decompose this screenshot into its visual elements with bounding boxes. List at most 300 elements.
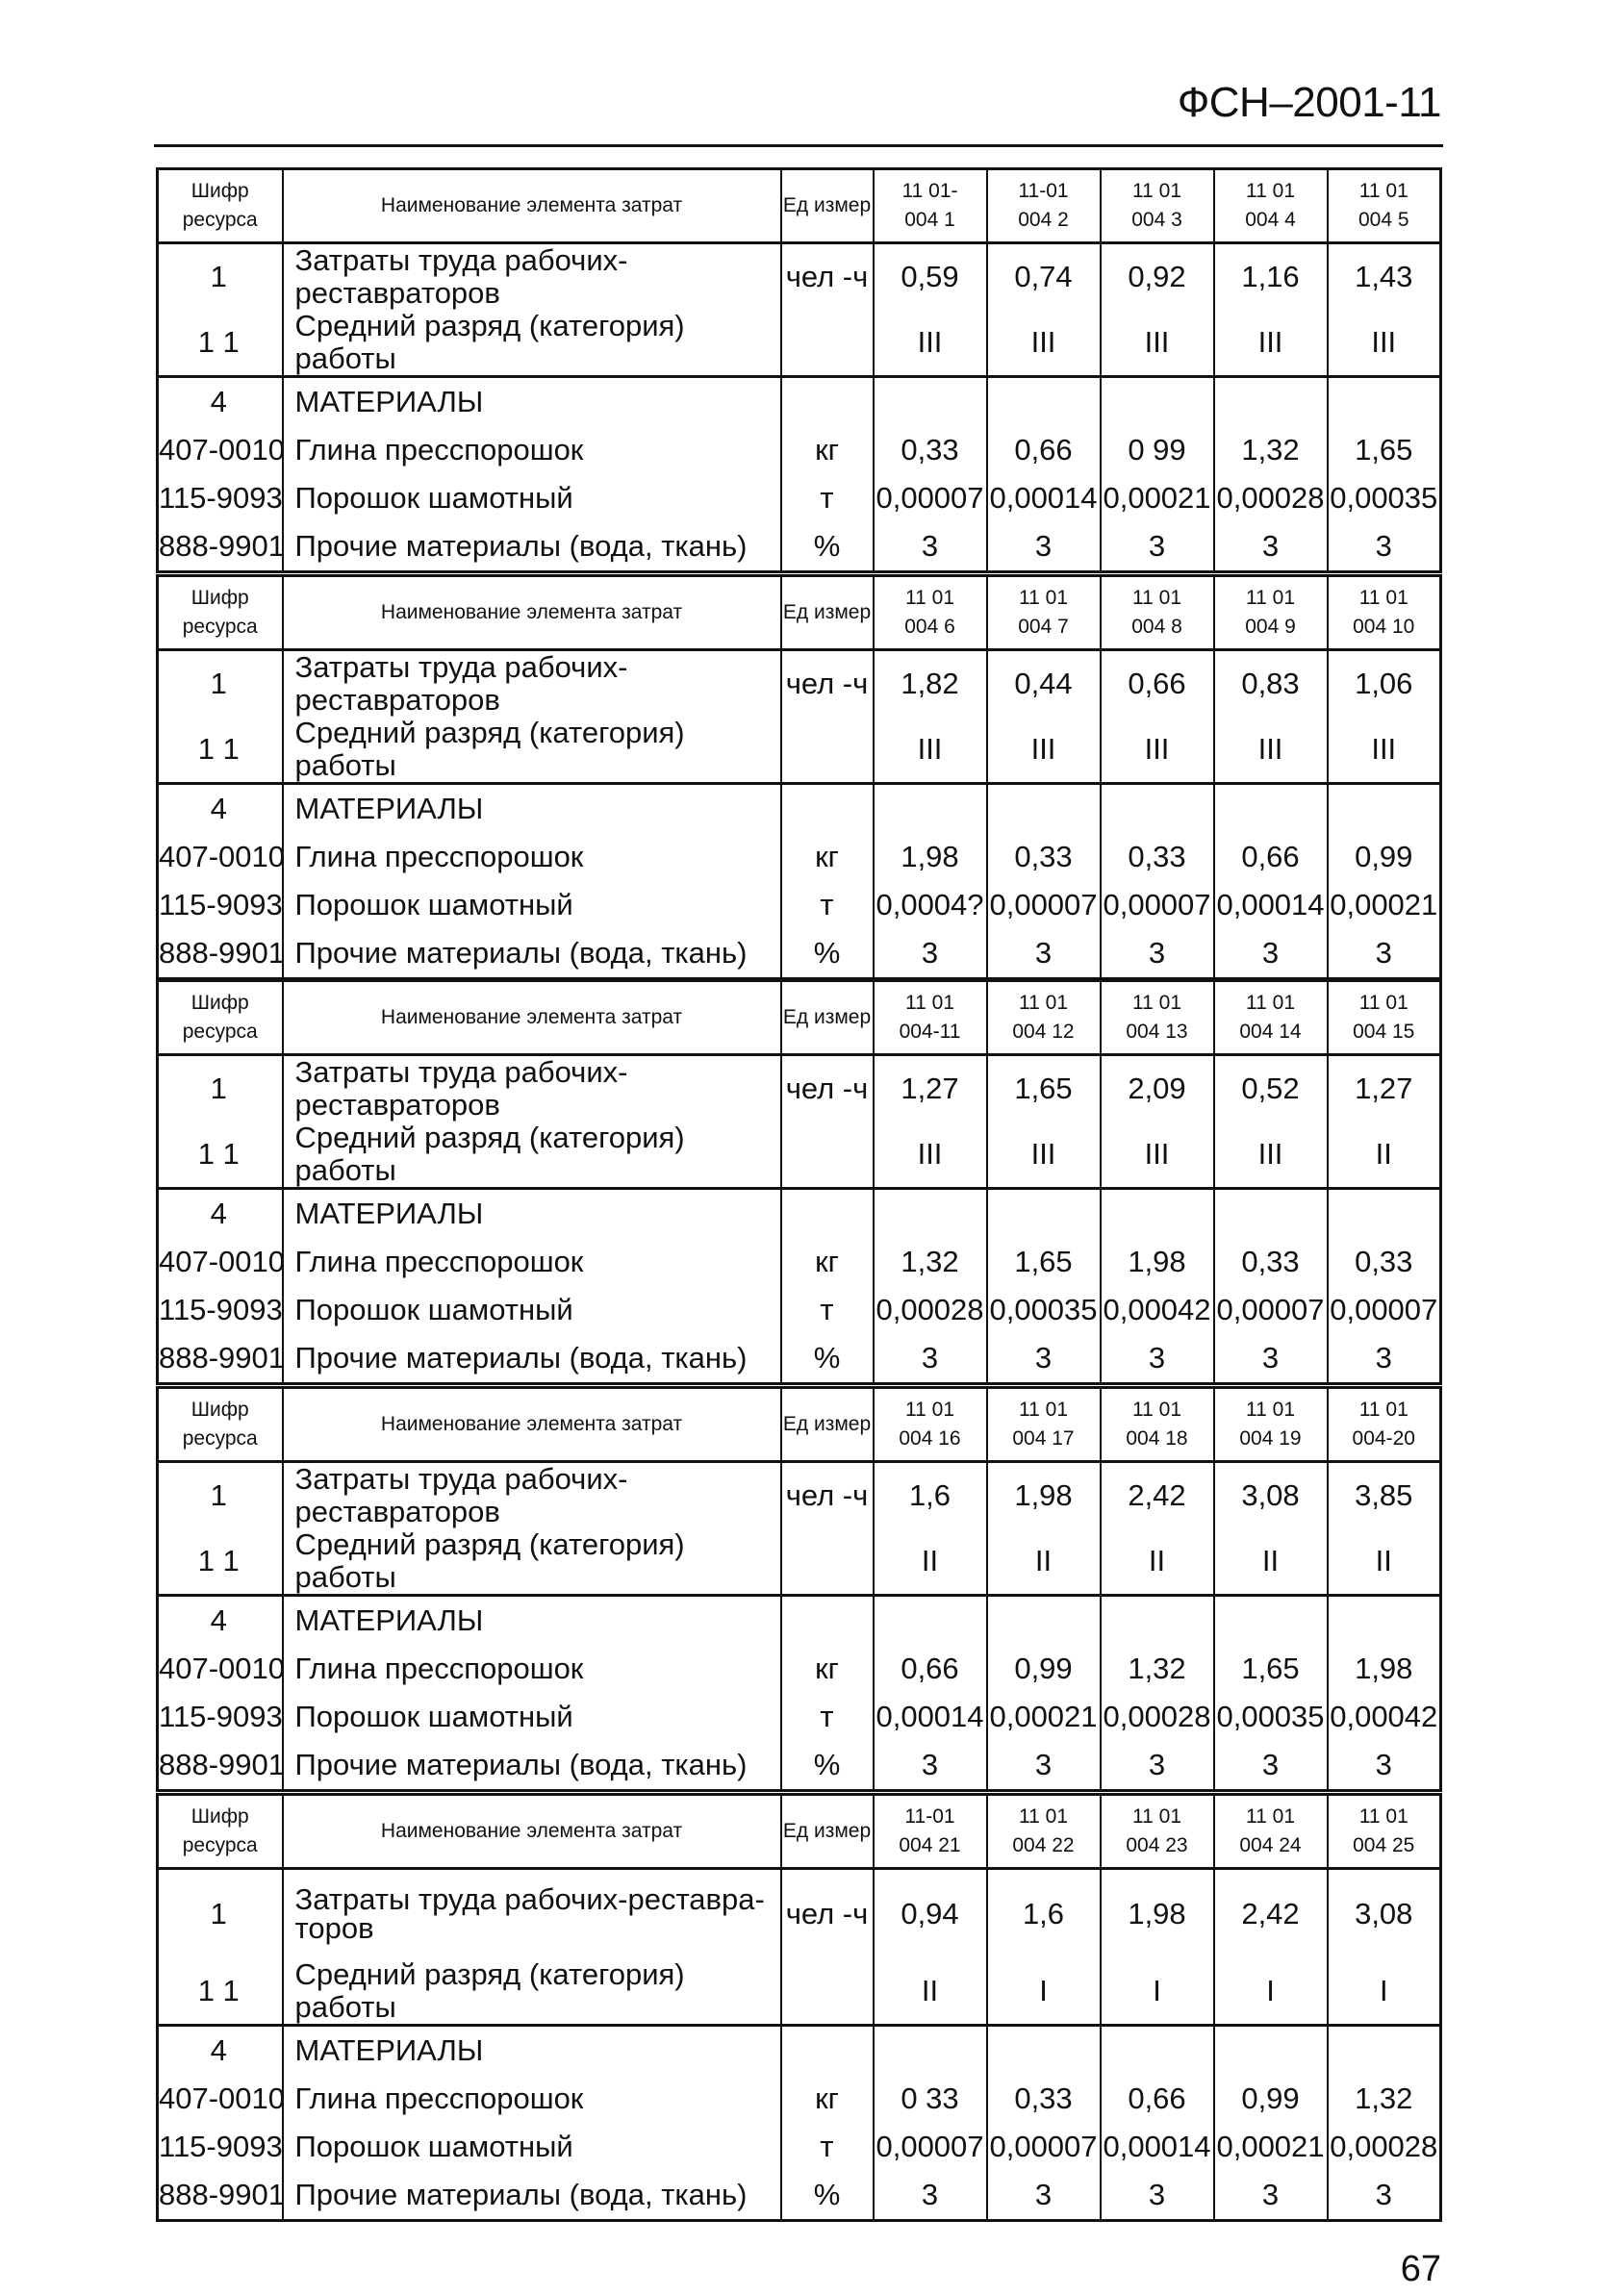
unit: % [781, 2171, 874, 2221]
resource-code: 1 1 [158, 1528, 283, 1596]
norm-value: III [1101, 1122, 1214, 1189]
norm-value: 3 [1214, 1741, 1328, 1791]
resource-code: 1 [158, 1055, 283, 1123]
resource-code: 407-0010 [158, 1645, 283, 1693]
norm-value: 0,00042 [1101, 1286, 1214, 1334]
norm-value: I [1328, 1958, 1441, 2026]
cost-element-name: Глина пресспорошок [283, 1238, 781, 1286]
cost-element-name: Затраты труда рабочих-реставраторов [283, 1462, 781, 1529]
norm-value: III [1328, 310, 1441, 377]
col-header-norm-code: 11 01 004 4 [1214, 169, 1328, 243]
cost-element-name: Средний разряд (категория) работы [283, 310, 781, 377]
norm-value: 0,00007 [1101, 881, 1214, 929]
norm-value: 0,00007 [1328, 1286, 1441, 1334]
norm-value: 1,82 [874, 650, 987, 718]
cost-element-name: Средний разряд (категория) работы [283, 1528, 781, 1596]
col-header-norm-code: 11 01 004 8 [1101, 576, 1214, 650]
col-header-code: Шифр ресурса [158, 981, 283, 1055]
norm-value: 0,00007 [874, 474, 987, 522]
table-row-materials [158, 784, 1441, 834]
table-row-powder [158, 881, 1441, 929]
norm-value: 0,00042 [1328, 1693, 1441, 1741]
norm-value: 1,98 [987, 1462, 1101, 1529]
unit: т [781, 2123, 874, 2171]
cost-element-name: Средний разряд (категория) работы [283, 1122, 781, 1189]
norm-value: 0,99 [987, 1645, 1101, 1693]
norm-value: 3 [1328, 929, 1441, 979]
norm-value: 0,66 [874, 1645, 987, 1693]
col-header-norm-code: 11 01 004 17 [987, 1388, 1101, 1462]
norm-value: 1,27 [874, 1055, 987, 1123]
norm-value: 1,98 [874, 833, 987, 881]
norm-value: 3 [1101, 1741, 1214, 1791]
cost-element-name: Прочие материалы (вода, ткань) [283, 1741, 781, 1791]
norm-value: 0,59 [874, 243, 987, 311]
norm-value [1101, 784, 1214, 834]
col-header-norm-code: 11 01 004 10 [1328, 576, 1441, 650]
norm-value: 3 [987, 2171, 1101, 2221]
unit [781, 784, 874, 834]
unit: т [781, 1693, 874, 1741]
table-row-materials [158, 1189, 1441, 1239]
table-row-powder [158, 474, 1441, 522]
norm-value: II [1328, 1122, 1441, 1189]
norm-value: 3 [987, 1334, 1101, 1384]
norm-value: 3 [1101, 929, 1214, 979]
col-header-norm-code: 11 01 004 18 [1101, 1388, 1214, 1462]
table-row-clay [158, 1645, 1441, 1693]
norm-value: 3 [874, 1334, 987, 1384]
norm-value: 1,6 [874, 1462, 987, 1529]
unit: % [781, 929, 874, 979]
norm-value: 1,6 [987, 1869, 1101, 1959]
cost-element-name: МАТЕРИАЛЫ [283, 2026, 781, 2076]
norm-value: 0,00007 [987, 881, 1101, 929]
cost-element-name: Средний разряд (категория) работы [283, 717, 781, 784]
norm-value: 0,00021 [1101, 474, 1214, 522]
unit: чел -ч [781, 1869, 874, 1959]
norm-value: 2,09 [1101, 1055, 1214, 1123]
cost-element-name: Прочие материалы (вода, ткань) [283, 1334, 781, 1384]
norm-value: 1,65 [987, 1055, 1101, 1123]
norm-value: III [1101, 717, 1214, 784]
norm-value: 3,85 [1328, 1462, 1441, 1529]
resource-table [156, 574, 1442, 980]
cost-element-name: Порошок шамотный [283, 881, 781, 929]
col-header-norm-code: 11 01 004 24 [1214, 1795, 1328, 1869]
norm-value: 0,00035 [987, 1286, 1101, 1334]
table-row-powder [158, 1286, 1441, 1334]
table-row-clay [158, 1238, 1441, 1286]
norm-value: 0,66 [987, 426, 1101, 474]
norm-value [1214, 377, 1328, 427]
norm-value: 1,32 [1101, 1645, 1214, 1693]
col-header-norm-code: 11 01 004 9 [1214, 576, 1328, 650]
resource-code: 888-9901 [158, 522, 283, 572]
norm-value: 3 [1214, 522, 1328, 572]
norm-value [1101, 1189, 1214, 1239]
document-code: ФСН–2001-11 [1177, 79, 1441, 126]
cost-element-name: Затраты труда рабочих-реставраторов [283, 1055, 781, 1123]
norm-value: 3 [1328, 1334, 1441, 1384]
norm-value: II [987, 1528, 1101, 1596]
norm-value [987, 1596, 1101, 1646]
norm-value: II [1101, 1528, 1214, 1596]
cost-element-name: Порошок шамотный [283, 474, 781, 522]
col-header-norm-code: 11 01 004 15 [1328, 981, 1441, 1055]
norm-value: 0,33 [1214, 1238, 1328, 1286]
unit: % [781, 522, 874, 572]
cost-element-name: Прочие материалы (вода, ткань) [283, 522, 781, 572]
cost-element-name: Глина пресспорошок [283, 426, 781, 474]
col-header-unit: Ед измер [781, 576, 874, 650]
norm-value: 0,00028 [1214, 474, 1328, 522]
unit [781, 377, 874, 427]
unit: т [781, 474, 874, 522]
norm-value: 3 [987, 929, 1101, 979]
norm-value: III [1214, 1122, 1328, 1189]
cost-element-name: Порошок шамотный [283, 1286, 781, 1334]
resource-code: 4 [158, 2026, 283, 2076]
norm-value: 0,99 [1328, 833, 1441, 881]
norm-value: 0,99 [1214, 2075, 1328, 2123]
norm-value: 0,33 [874, 426, 987, 474]
unit: чел -ч [781, 650, 874, 718]
norm-value: 0,00028 [1328, 2123, 1441, 2171]
table-header-row [158, 576, 1441, 650]
norm-value: 1,98 [1101, 1869, 1214, 1959]
col-header-unit: Ед измер [781, 1795, 874, 1869]
table-row-labor [158, 1055, 1441, 1123]
norm-value: 3 [874, 2171, 987, 2221]
table-row-clay [158, 426, 1441, 474]
norm-value: 0,74 [987, 243, 1101, 311]
resource-table [156, 167, 1442, 573]
norm-value: I [987, 1958, 1101, 2026]
col-header-name: Наименование элемента затрат [283, 1388, 781, 1462]
norm-value: III [987, 717, 1101, 784]
table-row-powder [158, 1693, 1441, 1741]
resource-code: 407-0010 [158, 2075, 283, 2123]
norm-value: 0,66 [1101, 650, 1214, 718]
norm-value [874, 2026, 987, 2076]
col-header-unit: Ед измер [781, 1388, 874, 1462]
norm-value: 1,27 [1328, 1055, 1441, 1123]
unit [781, 310, 874, 377]
col-header-norm-code: 11 01 004 6 [874, 576, 987, 650]
norm-value: III [1214, 717, 1328, 784]
table-row-clay [158, 2075, 1441, 2123]
unit [781, 2026, 874, 2076]
cost-element-name: Затраты труда рабочих-реставра- торов [283, 1869, 781, 1959]
norm-value [1101, 2026, 1214, 2076]
unit [781, 1528, 874, 1596]
resource-code: 115-9093 [158, 1693, 283, 1741]
col-header-norm-code: 11 01 004 19 [1214, 1388, 1328, 1462]
unit: % [781, 1741, 874, 1791]
table-row-labor [158, 1869, 1441, 1959]
resource-code: 407-0010 [158, 1238, 283, 1286]
table-header-row [158, 981, 1441, 1055]
table-row-grade [158, 1958, 1441, 2026]
norm-value: 1,65 [987, 1238, 1101, 1286]
resource-code: 115-9093 [158, 1286, 283, 1334]
unit: чел -ч [781, 1055, 874, 1123]
resource-code: 407-0010 [158, 833, 283, 881]
resource-code: 888-9901 [158, 2171, 283, 2221]
norm-value: 1,32 [1214, 426, 1328, 474]
norm-value: 0,92 [1101, 243, 1214, 311]
cost-element-name: Глина пресспорошок [283, 1645, 781, 1693]
resource-code: 4 [158, 1189, 283, 1239]
col-header-norm-code: 11 01 004 23 [1101, 1795, 1214, 1869]
norm-value: 0,00014 [987, 474, 1101, 522]
norm-value: 0,44 [987, 650, 1101, 718]
cost-element-name: Прочие материалы (вода, ткань) [283, 2171, 781, 2221]
unit: кг [781, 2075, 874, 2123]
col-header-norm-code: 11 01 004 12 [987, 981, 1101, 1055]
norm-value: 2,42 [1101, 1462, 1214, 1529]
norm-value: 3 [1214, 2171, 1328, 2221]
col-header-name: Наименование элемента затрат [283, 576, 781, 650]
unit [781, 1122, 874, 1189]
table-row-labor [158, 1462, 1441, 1529]
col-header-norm-code: 11 01 004 22 [987, 1795, 1101, 1869]
norm-value: 0,52 [1214, 1055, 1328, 1123]
resource-code: 1 [158, 1462, 283, 1529]
norm-value: 0,33 [1101, 833, 1214, 881]
resource-code: 1 1 [158, 717, 283, 784]
unit: кг [781, 1645, 874, 1693]
cost-element-name: Порошок шамотный [283, 2123, 781, 2171]
norm-value [874, 1189, 987, 1239]
unit [781, 717, 874, 784]
table-row-other [158, 1334, 1441, 1384]
col-header-unit: Ед измер [781, 981, 874, 1055]
norm-value: 3 [1101, 1334, 1214, 1384]
norm-value: 1,65 [1328, 426, 1441, 474]
norm-value: 3,08 [1328, 1869, 1441, 1959]
norm-value: 0,00014 [1214, 881, 1328, 929]
col-header-norm-code: 11 01 004 5 [1328, 169, 1441, 243]
norm-value: II [1214, 1528, 1328, 1596]
norm-value [874, 784, 987, 834]
table-header-row [158, 169, 1441, 243]
unit: чел -ч [781, 1462, 874, 1529]
norm-value: 0,66 [1214, 833, 1328, 881]
resource-code: 4 [158, 784, 283, 834]
norm-value [874, 377, 987, 427]
resource-code: 1 1 [158, 1122, 283, 1189]
norm-value: II [1328, 1528, 1441, 1596]
norm-value: 0,00035 [1214, 1693, 1328, 1741]
norm-value [1214, 1189, 1328, 1239]
norm-value: 0,00007 [987, 2123, 1101, 2171]
table-header-row [158, 1795, 1441, 1869]
norm-value: 3 [987, 522, 1101, 572]
col-header-norm-code: 11 01 004 16 [874, 1388, 987, 1462]
norm-value: 3 [1214, 1334, 1328, 1384]
resource-code: 115-9093 [158, 881, 283, 929]
norm-value: 3 [874, 929, 987, 979]
unit: кг [781, 426, 874, 474]
norm-value: III [1328, 717, 1441, 784]
norm-value: 0,00028 [1101, 1693, 1214, 1741]
unit: кг [781, 1238, 874, 1286]
norm-value: 3 [874, 522, 987, 572]
cost-element-name: МАТЕРИАЛЫ [283, 1189, 781, 1239]
unit: т [781, 1286, 874, 1334]
norm-value: II [874, 1958, 987, 2026]
col-header-norm-code: 11 01 004 3 [1101, 169, 1214, 243]
norm-value: 0,66 [1101, 2075, 1214, 2123]
norm-value: 1,98 [1101, 1238, 1214, 1286]
col-header-norm-code: 11-01 004 2 [987, 169, 1101, 243]
norm-value: I [1214, 1958, 1328, 2026]
page-number: 67 [1400, 2249, 1441, 2289]
norm-value: III [874, 717, 987, 784]
norm-value: III [1214, 310, 1328, 377]
unit [781, 1189, 874, 1239]
table-row-powder [158, 2123, 1441, 2171]
col-header-code: Шифр ресурса [158, 169, 283, 243]
norm-value: 3 [874, 1741, 987, 1791]
table-row-grade [158, 1122, 1441, 1189]
cost-element-name: Глина пресспорошок [283, 2075, 781, 2123]
norm-value: 3,08 [1214, 1462, 1328, 1529]
col-header-norm-code: 11 01 004 7 [987, 576, 1101, 650]
norm-value: 0 99 [1101, 426, 1214, 474]
norm-value: 1,32 [874, 1238, 987, 1286]
table-row-grade [158, 1528, 1441, 1596]
unit: чел -ч [781, 243, 874, 311]
cost-element-name: МАТЕРИАЛЫ [283, 784, 781, 834]
col-header-name: Наименование элемента затрат [283, 1795, 781, 1869]
norm-value: 0,00021 [1214, 2123, 1328, 2171]
resource-code: 888-9901 [158, 1741, 283, 1791]
norm-value [1328, 784, 1441, 834]
resource-code: 1 [158, 243, 283, 311]
norm-value: 3 [987, 1741, 1101, 1791]
norm-value: 0,00014 [1101, 2123, 1214, 2171]
table-row-materials [158, 1596, 1441, 1646]
norm-value: 0,33 [987, 833, 1101, 881]
col-header-code: Шифр ресурса [158, 1388, 283, 1462]
norm-value: 0,00021 [1328, 881, 1441, 929]
norm-value: 0 33 [874, 2075, 987, 2123]
norm-value: III [1101, 310, 1214, 377]
norm-value: 0,00021 [987, 1693, 1101, 1741]
cost-element-name: Затраты труда рабочих-реставраторов [283, 243, 781, 311]
norm-value: 1,32 [1328, 2075, 1441, 2123]
norm-value [987, 1189, 1101, 1239]
norm-value: 0,33 [987, 2075, 1101, 2123]
table-row-other [158, 1741, 1441, 1791]
col-header-norm-code: 11 01 004-11 [874, 981, 987, 1055]
norm-value: 0,33 [1328, 1238, 1441, 1286]
norm-value: III [874, 1122, 987, 1189]
norm-value: III [987, 1122, 1101, 1189]
norm-value [1328, 2026, 1441, 2076]
table-row-other [158, 2171, 1441, 2221]
norm-value [1214, 2026, 1328, 2076]
norm-value [1328, 1189, 1441, 1239]
norm-value [987, 784, 1101, 834]
norm-value: 3 [1328, 522, 1441, 572]
resource-code: 4 [158, 377, 283, 427]
norm-value: 3 [1328, 2171, 1441, 2221]
resource-code: 1 [158, 650, 283, 718]
unit [781, 1596, 874, 1646]
resource-table [156, 1386, 1442, 1792]
norm-value: 3 [1101, 522, 1214, 572]
resource-code: 115-9093 [158, 2123, 283, 2171]
norm-value: 0,00007 [874, 2123, 987, 2171]
norm-value [987, 2026, 1101, 2076]
resource-code: 1 1 [158, 310, 283, 377]
col-header-norm-code: 11 01 004 13 [1101, 981, 1214, 1055]
norm-value: III [874, 310, 987, 377]
table-row-materials [158, 377, 1441, 427]
cost-element-name: МАТЕРИАЛЫ [283, 377, 781, 427]
col-header-code: Шифр ресурса [158, 1795, 283, 1869]
norm-value: 1,98 [1328, 1645, 1441, 1693]
norm-value: 0,94 [874, 1869, 987, 1959]
resource-code: 888-9901 [158, 1334, 283, 1384]
norm-value: I [1101, 1958, 1214, 2026]
col-header-code: Шифр ресурса [158, 576, 283, 650]
norm-value: 3 [1328, 1741, 1441, 1791]
norm-value: 2,42 [1214, 1869, 1328, 1959]
norm-value: 0,00014 [874, 1693, 987, 1741]
table-row-labor [158, 243, 1441, 311]
norm-value: 3 [1214, 929, 1328, 979]
norm-value: 0,0004? [874, 881, 987, 929]
resource-code: 1 1 [158, 1958, 283, 2026]
norm-value: 0,00028 [874, 1286, 987, 1334]
resource-code: 407-0010 [158, 426, 283, 474]
table-row-grade [158, 310, 1441, 377]
col-header-unit: Ед измер [781, 169, 874, 243]
resource-code: 888-9901 [158, 929, 283, 979]
cost-element-name: МАТЕРИАЛЫ [283, 1596, 781, 1646]
resource-code: 4 [158, 1596, 283, 1646]
norm-value: 1,43 [1328, 243, 1441, 311]
norm-value: III [987, 310, 1101, 377]
norm-value [1328, 1596, 1441, 1646]
norm-value: 0,00035 [1328, 474, 1441, 522]
norm-value: 1,65 [1214, 1645, 1328, 1693]
norm-value [1101, 1596, 1214, 1646]
table-row-other [158, 929, 1441, 979]
resource-code: 115-9093 [158, 474, 283, 522]
norm-value: 1,06 [1328, 650, 1441, 718]
cost-element-name: Прочие материалы (вода, ткань) [283, 929, 781, 979]
table-header-row [158, 1388, 1441, 1462]
norm-value [987, 377, 1101, 427]
cost-element-name: Затраты труда рабочих-реставраторов [283, 650, 781, 718]
norm-value: 1,16 [1214, 243, 1328, 311]
col-header-norm-code: 11 01 004-20 [1328, 1388, 1441, 1462]
norm-value [1214, 784, 1328, 834]
header-rule [154, 144, 1443, 147]
col-header-norm-code: 11 01 004 25 [1328, 1795, 1441, 1869]
col-header-norm-code: 11 01 004 14 [1214, 981, 1328, 1055]
resource-code: 1 [158, 1869, 283, 1959]
cost-element-name: Глина пресспорошок [283, 833, 781, 881]
unit [781, 1958, 874, 2026]
norm-value: 3 [1101, 2171, 1214, 2221]
